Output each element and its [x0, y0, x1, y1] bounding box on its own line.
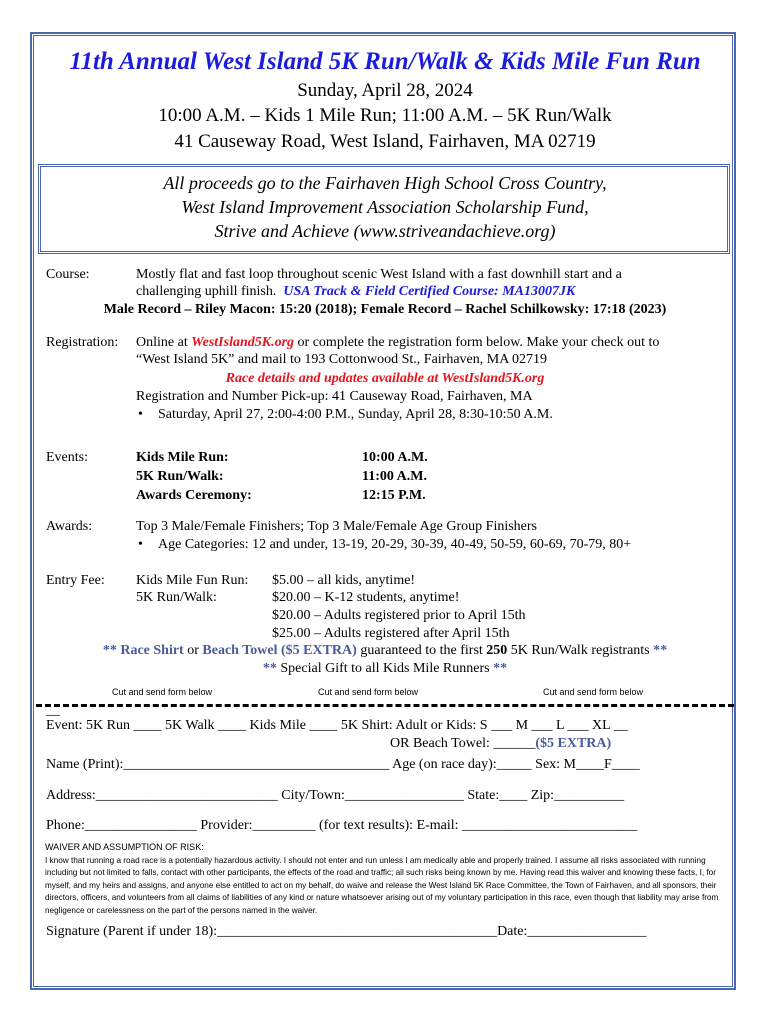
event-name: 5K Run/Walk: [136, 469, 224, 484]
event-times: 10:00 A.M. – Kids 1 Mile Run; 11:00 A.M. – 5K Run/Walk [158, 105, 612, 126]
phone-email-line[interactable]: Phone:________________ Provider:_________ (for text results): E-mail: _________________________ [46, 818, 638, 833]
name-age-sex-line[interactable]: Name (Print):______________________________________ Age (on race day):_____ Sex: M____F____ [46, 757, 640, 772]
awards-label: Awards: [46, 519, 93, 534]
course-description-2: challenging uphill finish. USA Track & Field Certified Course: MA13007JK [136, 284, 576, 299]
event-time: 10:00 A.M. [362, 450, 428, 465]
certified-course: USA Track & Field Certified Course: MA13007JK [283, 284, 576, 299]
kids-fee-label: Kids Mile Fun Run: [136, 573, 249, 588]
proceeds-line: West Island Improvement Association Scholarship Fund, [181, 197, 589, 217]
event-title: 11th Annual West Island 5K Run/Walk & Kids Mile Fun Run [69, 48, 701, 75]
run-fee-label: 5K Run/Walk: [136, 590, 217, 605]
event-name: Kids Mile Run: [136, 450, 229, 465]
website-link[interactable]: WestIsland5K.org [191, 335, 295, 350]
course-label: Course: [46, 267, 90, 282]
awards-finishers: Top 3 Male/Female Finishers; Top 3 Male/Female Age Group Finishers [136, 519, 538, 534]
event-name: Awards Ceremony: [136, 488, 252, 503]
address-line[interactable]: Address:__________________________ City/Town:_________________ State:____ Zip:__________ [46, 788, 625, 803]
age-categories: • Age Categories: 12 and under, 13-19, 20-29, 30-39, 40-49, 50-59, 60-69, 70-79, 80+ [158, 537, 631, 553]
cut-line [36, 704, 734, 707]
waiver-title: WAIVER AND ASSUMPTION OF RISK: [45, 842, 204, 852]
pickup-location: Registration and Number Pick-up: 41 Causeway Road, Fairhaven, MA [136, 389, 533, 404]
event-date: Sunday, April 28, 2024 [297, 80, 473, 101]
event-address: 41 Causeway Road, West Island, Fairhaven, MA 02719 [174, 131, 596, 152]
events-label: Events: [46, 450, 88, 465]
course-records: Male Record – Riley Macon: 15:20 (2018); Female Record – Rachel Schilkowsky: 17:18 (2023) [103, 302, 667, 317]
pickup-times: • Saturday, April 27, 2:00-4:00 P.M., Sunday, April 28, 8:30-10:50 A.M. [158, 407, 553, 423]
fee-line: $20.00 – K-12 students, anytime! [272, 590, 460, 605]
registration-mail: “West Island 5K” and mail to 193 Cottonwood St., Fairhaven, MA 02719 [136, 352, 548, 367]
proceeds-line: Strive and Achieve (www.striveandachieve.org) [214, 221, 556, 241]
course-description: Mostly flat and fast loop throughout scenic West Island with a fast downhill start and a [136, 267, 622, 282]
proceeds-line: All proceeds go to the Fairhaven High School Cross Country, [163, 173, 607, 193]
cut-instruction: Cut and send form below [543, 687, 644, 697]
cut-instruction: Cut and send form below [318, 687, 419, 697]
waiver-text: I know that running a road race is a potentially hazardous activity. I should not enter and run unless I am medically able and properly trained. I assume all risks associated with running including but not limited to falls, contact with other participants, the effects of the road and traffic; all such risks being known by me. Having read this waiver and knowing these facts, I, for myself, and my heirs and assigns, and anyone else entitled to act on my behalf, do waive and release the West Island 5K Race Committee, the Town of Fairhaven, and all sponsors, their directors, officers, and volunteers from all claims of liabilities of any kind or nature whatsoever arising out of my voluntary participation in this race, even though that liability may arise from negligence or carelessness on the part of the persons named in the waiver. [45, 856, 719, 915]
event-time: 12:15 P.M. [362, 488, 426, 503]
fee-line: $5.00 – all kids, anytime! [272, 573, 416, 588]
fee-line: $20.00 – Adults registered prior to April 15th [272, 608, 526, 623]
shirt-offer: ** Race Shirt or Beach Towel ($5 EXTRA) guaranteed to the first 250 5K Run/Walk registrants ** [102, 643, 668, 658]
cut-instruction: Cut and send form below [112, 687, 213, 697]
event-selection-line[interactable]: Event: 5K Run ____ 5K Walk ____ Kids Mile ____ 5K Shirt: Adult or Kids: S ___ M ___ L ___ XL __ [46, 718, 628, 733]
race-details: Race details and updates available at WestIsland5K.org [225, 371, 545, 386]
beach-towel-line[interactable]: OR Beach Towel: ______($5 EXTRA) [390, 736, 612, 751]
entry-fee-label: Entry Fee: [46, 573, 105, 588]
registration-online: Online at WestIsland5K.org or complete the registration form below. Make your check out to [136, 335, 660, 350]
cut-dash: __ [46, 703, 60, 718]
signature-line[interactable]: Signature (Parent if under 18):________________________________________Date:_________________ [46, 924, 647, 939]
registration-label: Registration: [46, 335, 119, 350]
fee-line: $25.00 – Adults registered after April 15th [272, 626, 510, 641]
kids-gift: ** Special Gift to all Kids Mile Runners ** [262, 661, 508, 676]
event-time: 11:00 A.M. [362, 469, 427, 484]
